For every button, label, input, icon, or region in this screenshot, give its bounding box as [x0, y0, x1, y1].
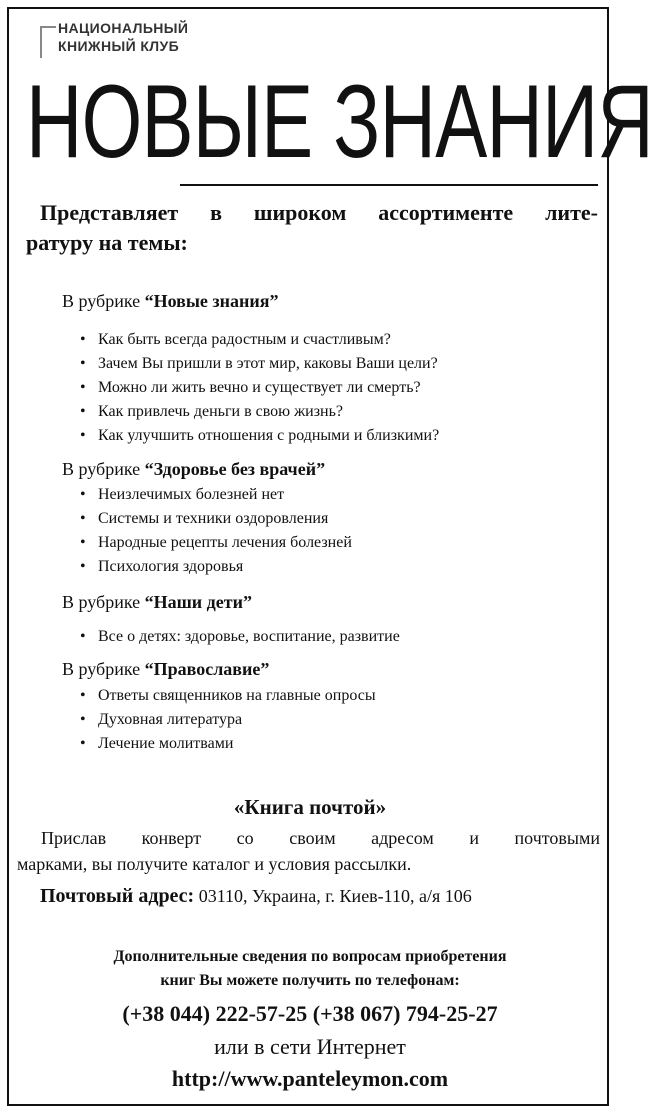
bullet-icon: •: [80, 558, 86, 575]
rubric-heading-new-knowledge: [62, 290, 279, 312]
bullet-icon: •: [80, 510, 86, 527]
rubric-prefix: В рубрике: [62, 291, 145, 311]
rubric-heading-health: [62, 458, 325, 480]
bullet-icon: •: [80, 355, 86, 372]
list-item: [80, 734, 233, 754]
rubric-name: “Православие”: [144, 659, 270, 679]
rubric-name: “Новые знания”: [144, 291, 279, 311]
list-item-text: Неизлечимых болезней нет: [98, 486, 285, 503]
list-item-text: Как привлечь деньги в свою жизнь?: [98, 403, 344, 420]
list-item: [80, 627, 400, 647]
masthead-rule: [180, 184, 598, 186]
mail-order-text-line-2: марками, вы получите каталог и условия рассылки.: [17, 854, 412, 874]
list-item-text: Психология здоровья: [98, 558, 244, 575]
list-item: [80, 378, 421, 398]
bullet-icon: •: [80, 687, 86, 704]
list-item: [80, 354, 438, 374]
rubric-heading-children: [62, 591, 252, 613]
list-item-text: Все о детях: здоровье, воспитание, развитие: [98, 628, 400, 645]
intro-line-1: Представляет в широком ассортименте лите-: [40, 200, 598, 225]
list-item-text: Зачем Вы пришли в этот мир, каковы Ваши цели?: [98, 355, 438, 372]
additional-info-line-2: книг Вы можете получить по телефонам:: [160, 972, 460, 989]
list-item: [80, 557, 243, 577]
postal-address: [40, 883, 472, 909]
bullet-icon: •: [80, 427, 86, 444]
bullet-icon: •: [80, 735, 86, 752]
list-item: [80, 686, 376, 706]
list-item: [80, 330, 391, 350]
bullet-icon: •: [80, 331, 86, 348]
rubric-heading-orthodoxy: [62, 658, 269, 680]
internet-text: или в сети Интернет: [214, 1034, 406, 1059]
list-item-text: Ответы священников на главные опросы: [98, 687, 376, 704]
mail-order-title: «Книга почтой»: [233, 795, 387, 819]
phone-numbers: (+38 044) 222-57-25 (+38 067) 794-25-27: [122, 1001, 498, 1026]
bullet-icon: •: [80, 403, 86, 420]
list-item: [80, 509, 328, 529]
brand-line-2: КНИЖНЫЙ КЛУБ: [58, 38, 180, 54]
masthead: [26, 62, 653, 182]
bullet-icon: •: [80, 379, 86, 396]
rubric-prefix: В рубрике: [62, 659, 145, 679]
list-item: [80, 426, 439, 446]
list-item-text: Лечение молитвами: [98, 735, 234, 752]
bullet-icon: •: [80, 486, 86, 503]
mail-order-text-line-1: Прислав конверт со своим адресом и почтовыми: [41, 828, 600, 848]
additional-info-line-1: Дополнительные сведения по вопросам приобретения: [113, 948, 507, 965]
intro-line-2: ратуру на темы:: [26, 230, 188, 255]
list-item: [80, 710, 242, 730]
list-item-text: Духовная литература: [98, 711, 243, 728]
brand-line-1: НАЦИОНАЛЬНЫЙ: [58, 20, 189, 36]
list-item-text: Народные рецепты лечения болезней: [98, 534, 352, 551]
bullet-icon: •: [80, 534, 86, 551]
rubric-name: “Здоровье без врачей”: [144, 459, 326, 479]
bullet-icon: •: [80, 711, 86, 728]
brand-corner-decoration: [40, 26, 56, 58]
list-item: [80, 485, 284, 505]
list-item-text: Можно ли жить вечно и существует ли смерть?: [98, 379, 421, 396]
list-item-text: Как улучшить отношения с родными и близкими?: [98, 427, 440, 444]
list-item-text: Системы и техники оздоровления: [98, 510, 329, 527]
rubric-prefix: В рубрике: [62, 592, 145, 612]
website-link[interactable]: http://www.panteleymon.com: [171, 1066, 449, 1091]
list-item: [80, 402, 343, 422]
postal-address-value: 03110, Украина, г. Киев-110, а/я 106: [194, 886, 472, 906]
rubric-name: “Наши дети”: [144, 592, 252, 612]
intro-text: [26, 198, 598, 258]
list-item: [80, 533, 352, 553]
rubric-prefix: В рубрике: [62, 459, 145, 479]
masthead-title: НОВЫЕ ЗНАНИЯ: [26, 64, 653, 180]
list-item-text: Как быть всегда радостным и счастливым?: [98, 331, 391, 348]
postal-address-label: Почтовый адрес:: [40, 885, 195, 907]
bullet-icon: •: [80, 628, 86, 645]
